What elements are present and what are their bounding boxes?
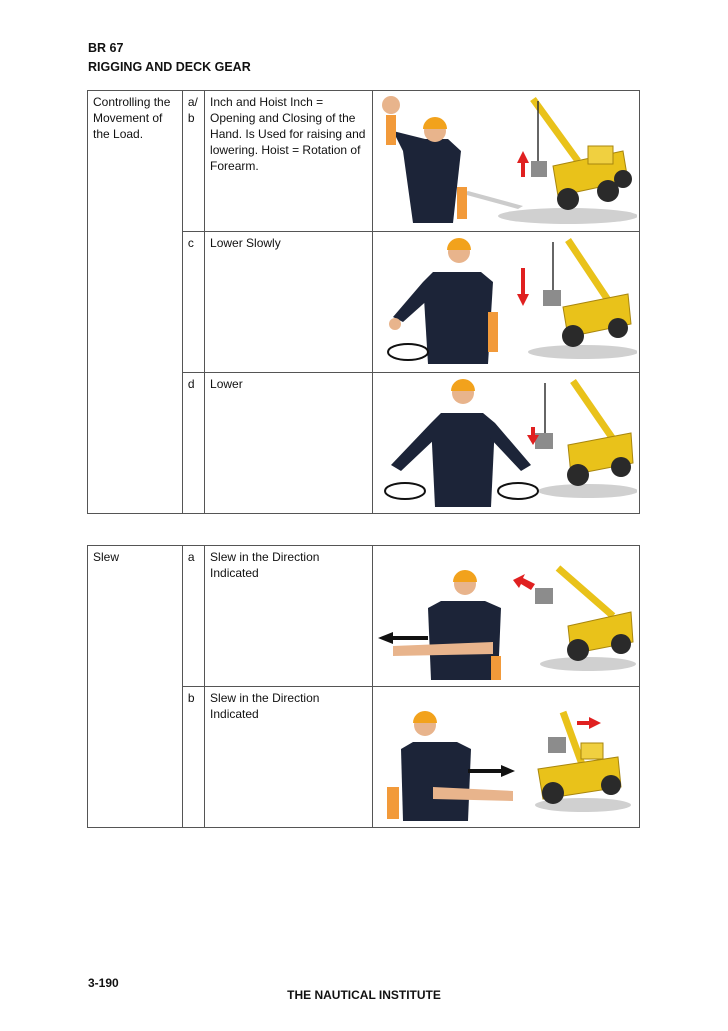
- signal-illustration-lower: [373, 373, 637, 513]
- row-letter: a/ b: [182, 91, 204, 232]
- rotation-arrow-icon: [498, 483, 538, 499]
- signalman-icon: [387, 711, 513, 821]
- category-cell: Controlling the Movement of the Load.: [88, 91, 183, 514]
- illustration-cell: [372, 687, 639, 828]
- row-description: Slew in the Direction Indicated: [205, 687, 373, 828]
- row-description: Lower Slowly: [205, 232, 373, 373]
- rotation-arrow-icon: [385, 483, 425, 499]
- right-arrow-icon: [577, 717, 601, 729]
- category-cell: Slew: [88, 546, 183, 828]
- page-number: 3-190: [88, 976, 119, 990]
- row-letter: b: [182, 687, 204, 828]
- left-arrow-icon: [378, 632, 428, 644]
- crane-icon: [535, 568, 636, 671]
- down-arrow-icon: [517, 268, 529, 306]
- up-arrow-icon: [517, 151, 529, 177]
- row-description: Slew in the Direction Indicated: [205, 546, 373, 687]
- illustration-cell: [372, 373, 639, 514]
- illustration-cell: [372, 232, 639, 373]
- signalman-icon: [393, 570, 501, 680]
- crane-icon: [535, 381, 637, 498]
- signalman-icon: [382, 96, 467, 223]
- table-row: [88, 546, 640, 687]
- signalman-icon: [389, 238, 498, 364]
- signalman-icon: [391, 379, 531, 507]
- signal-table-controlling: [87, 90, 640, 514]
- illustration-cell: [372, 546, 639, 687]
- crane-icon: [528, 240, 637, 359]
- signal-illustration-lower-slowly: [373, 232, 637, 372]
- illustration-cell: [372, 91, 639, 232]
- row-description: Lower: [205, 373, 373, 514]
- section-title: RIGGING AND DECK GEAR: [88, 60, 251, 74]
- row-letter: d: [182, 373, 204, 514]
- publisher-name: THE NAUTICAL INSTITUTE: [287, 988, 441, 1002]
- row-letter: a: [182, 546, 204, 687]
- document-code: BR 67: [88, 41, 124, 55]
- signal-illustration-slew-right: [373, 687, 637, 827]
- left-arrow-icon: [513, 574, 535, 590]
- row-description: Inch and Hoist Inch = Opening and Closing of the Hand. Is Used for raising and lowering. Hoist = Rotation of Forearm.: [205, 91, 373, 232]
- signal-table-slew: [87, 545, 640, 828]
- row-letter: c: [182, 232, 204, 373]
- crane-icon: [535, 712, 631, 812]
- table-row: [88, 91, 640, 232]
- signal-illustration-inch-hoist: [373, 91, 637, 231]
- right-arrow-icon: [468, 765, 515, 777]
- signal-illustration-slew-left: [373, 546, 637, 686]
- rotation-arrow-icon: [388, 344, 428, 360]
